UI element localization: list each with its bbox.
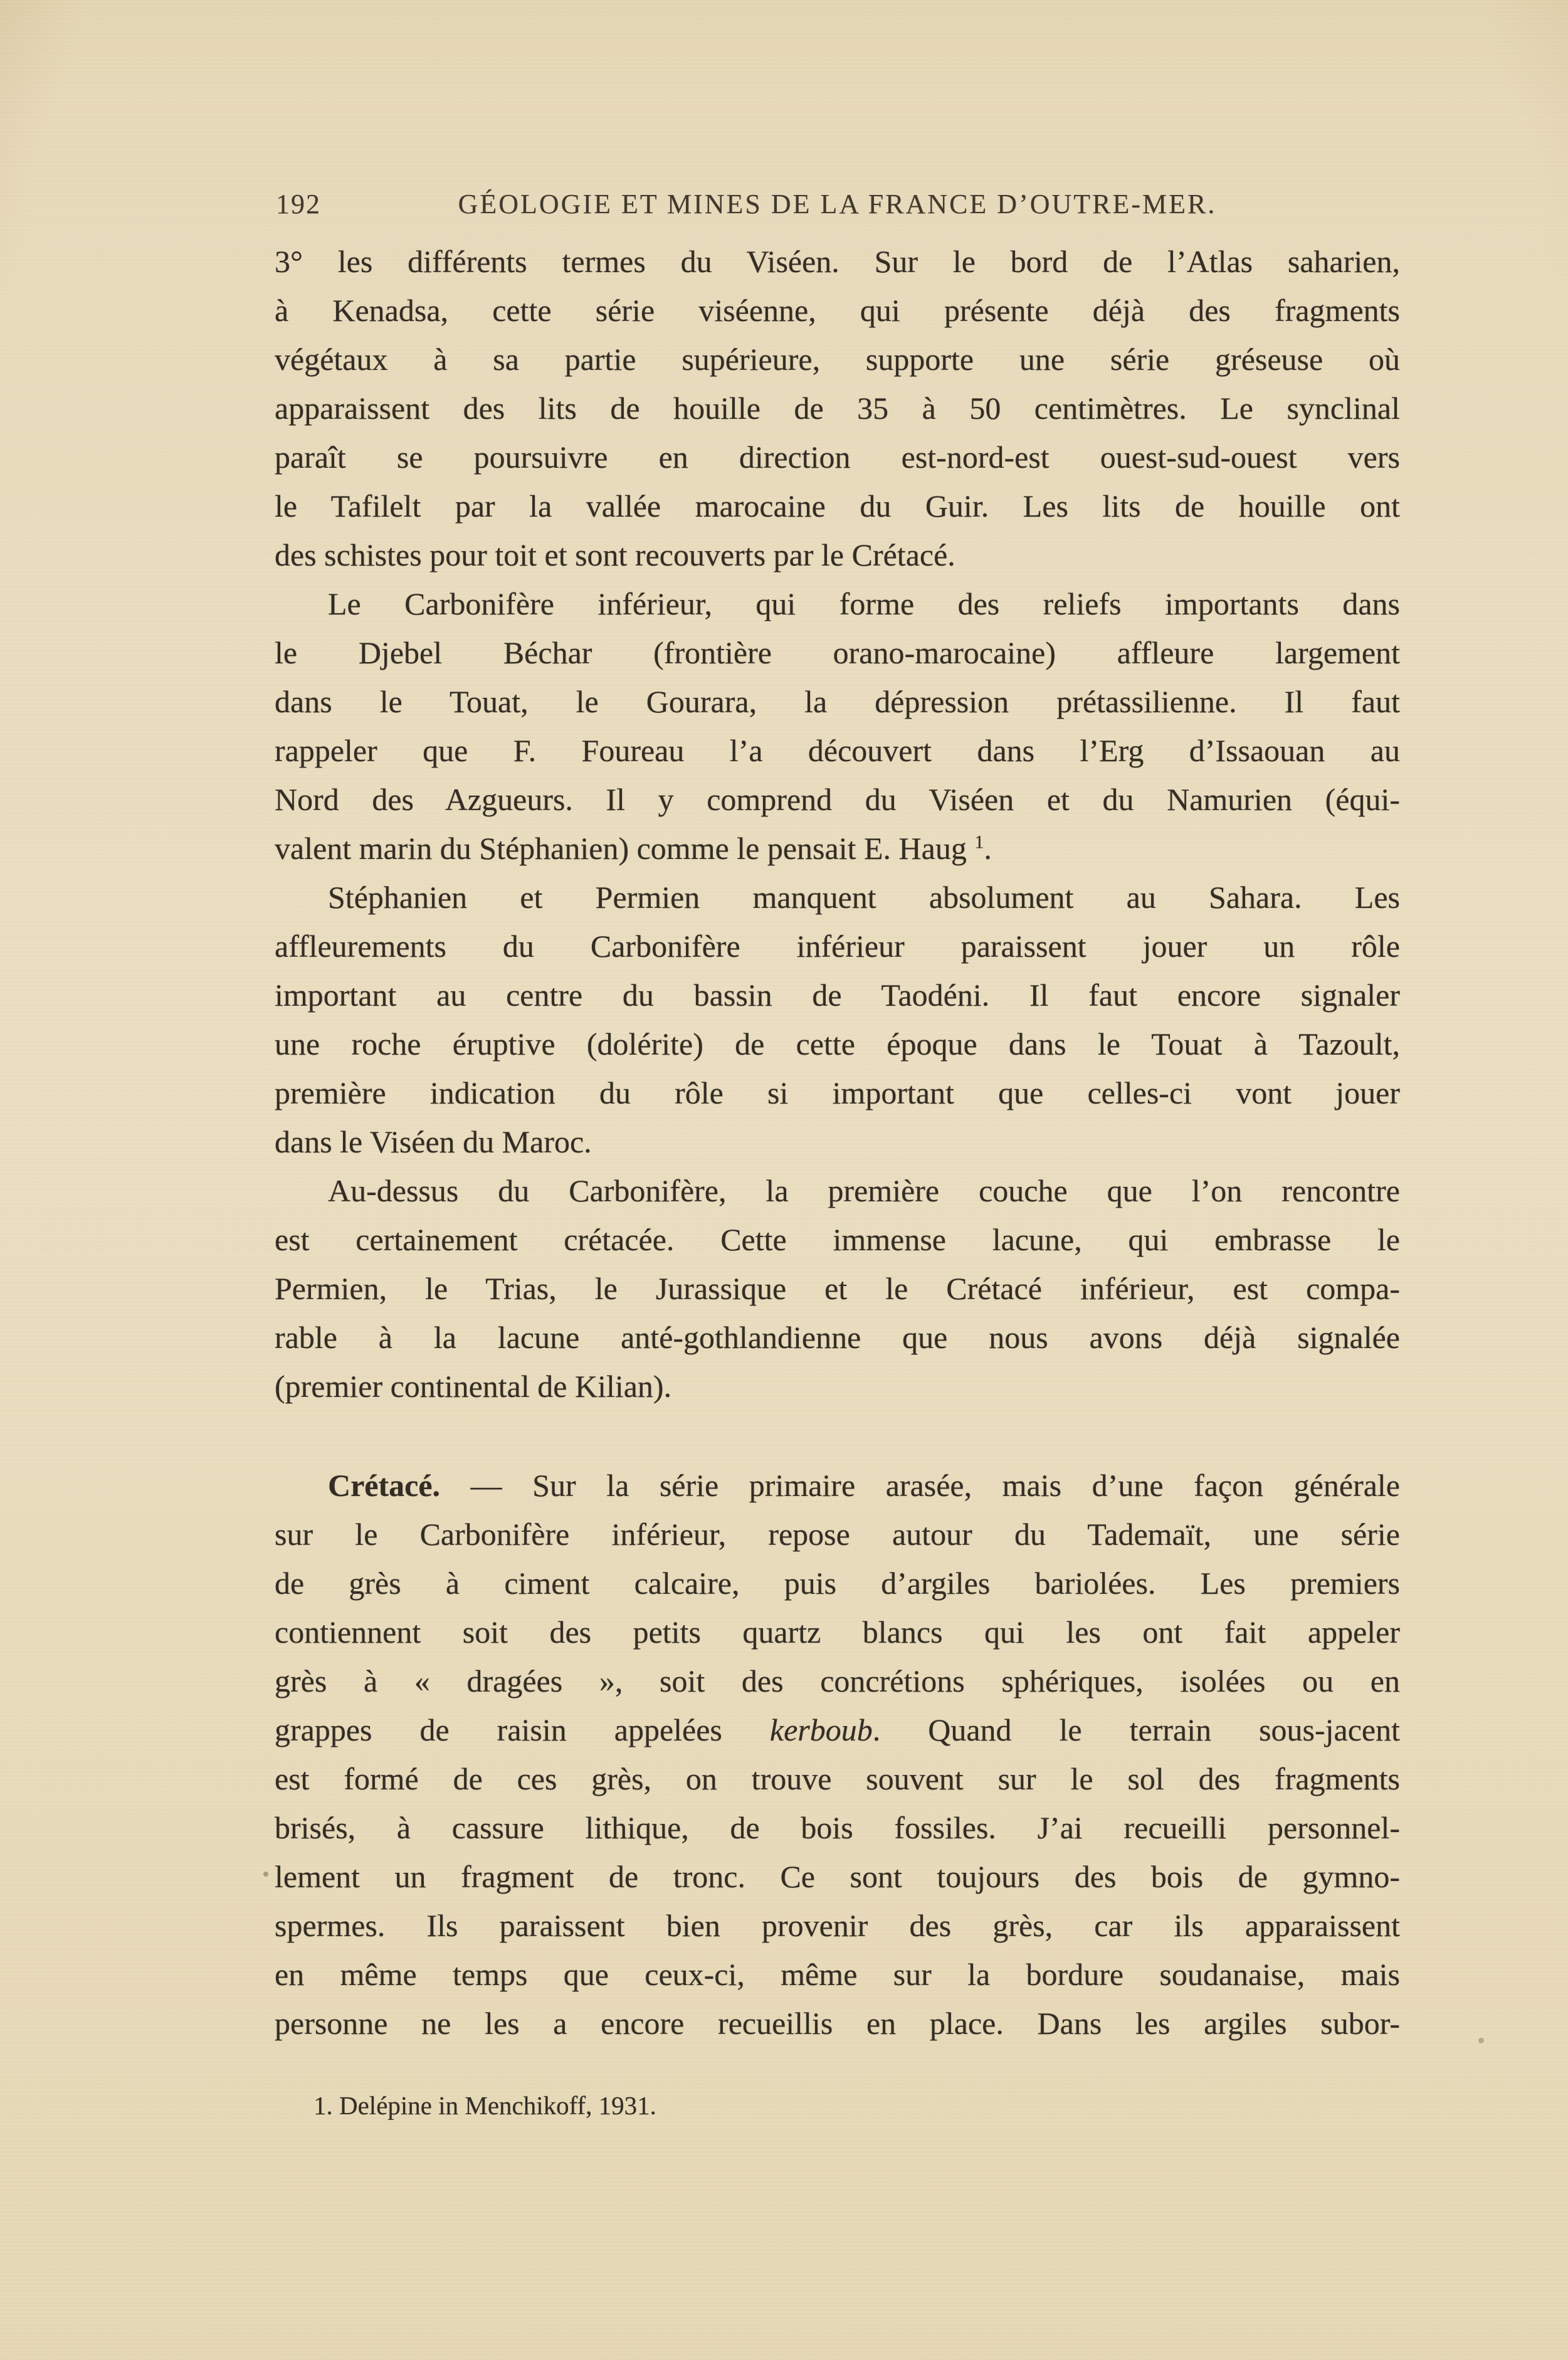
text-run: est certainement crétacée. Cette immense lacune, qui embrasse le — [275, 1222, 1400, 1257]
text-run: une roche éruptive (dolérite) de cette époque dans le Touat à Tazoult, — [275, 1026, 1400, 1061]
text-line — [275, 677, 1400, 726]
text-line — [275, 873, 1400, 922]
running-title: GÉOLOGIE ET MINES DE LA FRANCE D’OUTRE-MER. — [458, 189, 1217, 219]
text-run-sup: 1 — [974, 831, 984, 853]
text-line — [275, 971, 1400, 1019]
text-line — [275, 1068, 1400, 1117]
text-run: le Djebel Béchar (frontière orano-marocaine) affleure largement — [275, 635, 1400, 670]
text-line — [275, 1264, 1400, 1313]
text-run: affleurements du Carbonifère inférieur paraissent jouer un rôle — [275, 929, 1400, 964]
text-line — [275, 1705, 1400, 1754]
text-run: première indication du rôle si important que celles-ci vont jouer — [275, 1075, 1400, 1110]
footnote-text: 1. Delépine in Menchikoff, 1931. — [313, 2091, 656, 2120]
text-run: spermes. Ils paraissent bien provenir des grès, car ils apparaissent — [275, 1908, 1400, 1943]
text-run: personne ne les a encore recueillis en place. Dans les argiles subor- — [275, 2006, 1400, 2041]
paragraph — [275, 1461, 1400, 2048]
text-run: est formé de ces grès, on trouve souvent sur le sol des fragments — [275, 1761, 1400, 1796]
text-run: grappes de raisin appelées — [275, 1712, 770, 1747]
text-line — [275, 286, 1400, 335]
stray-mark — [263, 1872, 268, 1877]
paragraph — [275, 237, 1400, 579]
text-run: rappeler que F. Foureau l’a découvert dans l’Erg d’Issaouan au — [275, 733, 1400, 768]
text-line — [275, 628, 1400, 677]
text-line — [275, 1215, 1400, 1264]
text-line — [275, 530, 1400, 579]
text-run: dans le Touat, le Gourara, la dépression prétassilienne. Il faut — [275, 684, 1400, 719]
text-run: en même temps que ceux-ci, même sur la bordure soudanaise, mais — [275, 1957, 1400, 1992]
text-line — [275, 1313, 1400, 1362]
text-line — [275, 433, 1400, 482]
text-line — [275, 824, 1400, 873]
text-line — [275, 482, 1400, 530]
page-number: 192 — [276, 189, 321, 219]
text-line — [275, 1852, 1400, 1901]
text-run: Au-dessus du Carbonifère, la première couche que l’on rencontre — [328, 1173, 1400, 1208]
text-run: valent marin du Stéphanien) comme le pensait E. Haug — [275, 831, 975, 866]
text-run: à Kenadsa, cette série viséenne, qui présente déjà des fragments — [275, 293, 1400, 328]
text-line — [275, 1608, 1400, 1657]
text-line — [275, 1461, 1400, 1510]
paragraph — [275, 579, 1400, 873]
text-line — [275, 726, 1400, 775]
footnote — [275, 2088, 1400, 2123]
text-line — [275, 237, 1400, 286]
text-run: rable à la lacune anté-gothlandienne que nous avons déjà signalée — [275, 1320, 1400, 1355]
text-run: contiennent soit des petits quartz blancs qui les ont fait appeler — [275, 1615, 1400, 1650]
paragraph — [275, 873, 1400, 1166]
text-run: (premier continental de Kilian). — [275, 1369, 672, 1404]
text-run-bold: Crétacé. — [328, 1468, 441, 1503]
text-run: . Quand le terrain sous-jacent — [872, 1712, 1401, 1747]
text-run: grès à « dragées », soit des concrétions sphériques, isolées ou en — [275, 1663, 1400, 1699]
text-line — [275, 1362, 1400, 1411]
text-line — [275, 1657, 1400, 1705]
text-run: de grès à ciment calcaire, puis d’argiles bariolées. Les premiers — [275, 1566, 1400, 1601]
text-line — [275, 922, 1400, 971]
page-header — [275, 187, 1400, 222]
text-line — [275, 1019, 1400, 1068]
text-line — [275, 579, 1400, 628]
text-run: Nord des Azgueurs. Il y comprend du Viséen et du Namurien (équi- — [275, 782, 1400, 817]
text-line — [275, 1999, 1400, 2048]
text-run: Permien, le Trias, le Jurassique et le Crétacé inférieur, est compa- — [275, 1271, 1400, 1306]
paragraph — [275, 1166, 1400, 1411]
text-run: dans le Viséen du Maroc. — [275, 1124, 592, 1159]
text-run: végétaux à sa partie supérieure, supporte une série gréseuse où — [275, 342, 1400, 377]
text-line — [275, 1901, 1400, 1950]
text-line — [275, 1510, 1400, 1559]
text-line — [275, 335, 1400, 384]
text-run: paraît se poursuivre en direction est-nord-est ouest-sud-ouest vers — [275, 440, 1400, 475]
text-run: sur le Carbonifère inférieur, repose autour du Tademaït, une série — [275, 1517, 1400, 1552]
text-line — [275, 1803, 1400, 1852]
text-line — [275, 384, 1400, 433]
text-line — [275, 1559, 1400, 1608]
text-run: des schistes pour toit et sont recouverts par le Crétacé. — [275, 537, 955, 572]
text-run: — Sur la série primaire arasée, mais d’une façon générale — [440, 1468, 1400, 1503]
text-run: apparaissent des lits de houille de 35 à 50 centimètres. Le synclinal — [275, 391, 1400, 426]
text-line — [275, 1950, 1400, 1999]
text-run: . — [984, 831, 992, 866]
text-run: 3° les différents termes du Viséen. Sur le bord de l’Atlas saharien, — [275, 244, 1400, 279]
text-run: le Tafilelt par la vallée marocaine du Guir. Les lits de houille ont — [275, 488, 1400, 524]
stray-mark — [1478, 2038, 1484, 2043]
text-line — [275, 1166, 1400, 1215]
text-run: important au centre du bassin de Taodéni. Il faut encore signaler — [275, 977, 1400, 1013]
text-line — [275, 1117, 1400, 1166]
text-block — [275, 237, 1400, 2048]
text-run: lement un fragment de tronc. Ce sont toujours des bois de gymno- — [275, 1859, 1400, 1894]
text-run: brisés, à cassure lithique, de bois fossiles. J’ai recueilli personnel- — [275, 1810, 1400, 1845]
text-line — [275, 775, 1400, 824]
text-run: Le Carbonifère inférieur, qui forme des reliefs importants dans — [328, 586, 1400, 621]
text-run: Stéphanien et Permien manquent absolument au Sahara. Les — [328, 880, 1400, 915]
text-run-italic: kerboub — [769, 1712, 873, 1747]
text-line — [275, 1754, 1400, 1803]
